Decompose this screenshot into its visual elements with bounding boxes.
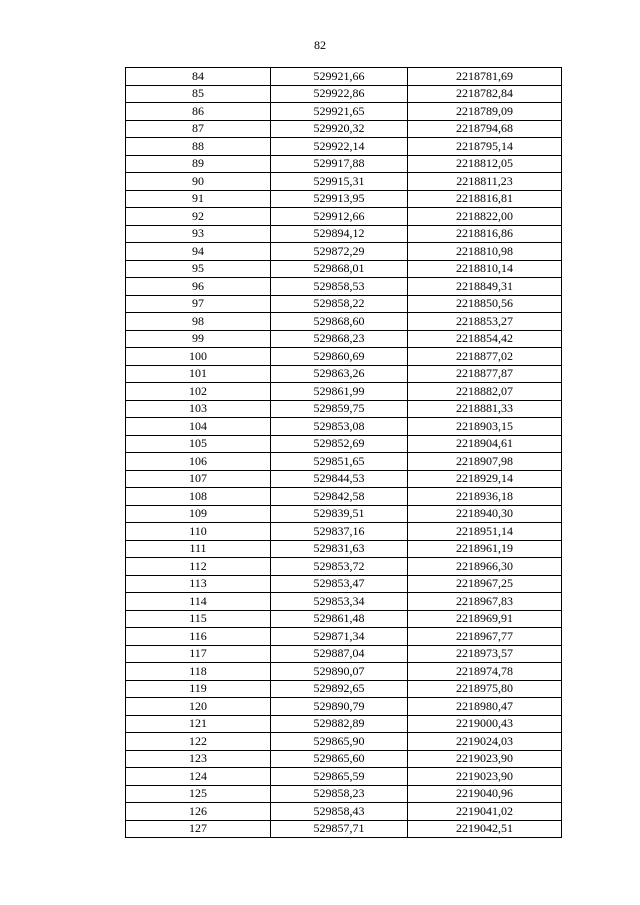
x-coordinate-cell: 529853,34	[271, 593, 408, 611]
x-coordinate-cell: 529917,88	[271, 155, 408, 173]
x-coordinate-cell: 529872,29	[271, 243, 408, 261]
x-coordinate-cell: 529858,23	[271, 785, 408, 803]
x-coordinate-cell: 529892,65	[271, 680, 408, 698]
y-coordinate-cell: 2218967,83	[408, 593, 562, 611]
table-row	[126, 750, 562, 768]
point-number-cell: 92	[126, 208, 271, 226]
y-coordinate-cell: 2218961,19	[408, 540, 562, 558]
point-number-cell: 110	[126, 523, 271, 541]
x-coordinate-cell: 529912,66	[271, 208, 408, 226]
x-coordinate-cell: 529921,65	[271, 103, 408, 121]
point-number-cell: 90	[126, 173, 271, 191]
y-coordinate-cell: 2218966,30	[408, 558, 562, 576]
y-coordinate-cell: 2219024,03	[408, 733, 562, 751]
x-coordinate-cell: 529837,16	[271, 523, 408, 541]
table-row	[126, 85, 562, 103]
table-row	[126, 680, 562, 698]
point-number-cell: 107	[126, 470, 271, 488]
y-coordinate-cell: 2218882,07	[408, 383, 562, 401]
point-number-cell: 86	[126, 103, 271, 121]
y-coordinate-cell: 2218903,15	[408, 418, 562, 436]
y-coordinate-cell: 2218967,25	[408, 575, 562, 593]
x-coordinate-cell: 529871,34	[271, 628, 408, 646]
point-number-cell: 98	[126, 313, 271, 331]
point-number-cell: 121	[126, 715, 271, 733]
table-row	[126, 628, 562, 646]
point-number-cell: 85	[126, 85, 271, 103]
table-row	[126, 383, 562, 401]
x-coordinate-cell: 529865,90	[271, 733, 408, 751]
x-coordinate-cell: 529853,47	[271, 575, 408, 593]
y-coordinate-cell: 2218967,77	[408, 628, 562, 646]
x-coordinate-cell: 529913,95	[271, 190, 408, 208]
y-coordinate-cell: 2218936,18	[408, 488, 562, 506]
table-row	[126, 488, 562, 506]
point-number-cell: 96	[126, 278, 271, 296]
table-row	[126, 593, 562, 611]
point-number-cell: 118	[126, 663, 271, 681]
x-coordinate-cell: 529890,79	[271, 698, 408, 716]
point-number-cell: 101	[126, 365, 271, 383]
point-number-cell: 114	[126, 593, 271, 611]
x-coordinate-cell: 529868,23	[271, 330, 408, 348]
y-coordinate-cell: 2219000,43	[408, 715, 562, 733]
table-row	[126, 505, 562, 523]
point-number-cell: 117	[126, 645, 271, 663]
coordinates-table-body	[126, 68, 562, 838]
point-number-cell: 102	[126, 383, 271, 401]
table-row	[126, 733, 562, 751]
point-number-cell: 97	[126, 295, 271, 313]
point-number-cell: 105	[126, 435, 271, 453]
y-coordinate-cell: 2218974,78	[408, 663, 562, 681]
table-row	[126, 785, 562, 803]
x-coordinate-cell: 529853,08	[271, 418, 408, 436]
table-row	[126, 313, 562, 331]
table-row	[126, 348, 562, 366]
x-coordinate-cell: 529865,60	[271, 750, 408, 768]
x-coordinate-cell: 529831,63	[271, 540, 408, 558]
x-coordinate-cell: 529853,72	[271, 558, 408, 576]
table-row	[126, 330, 562, 348]
point-number-cell: 95	[126, 260, 271, 278]
x-coordinate-cell: 529890,07	[271, 663, 408, 681]
x-coordinate-cell: 529865,59	[271, 768, 408, 786]
coordinates-table	[125, 67, 562, 838]
y-coordinate-cell: 2218811,23	[408, 173, 562, 191]
point-number-cell: 99	[126, 330, 271, 348]
x-coordinate-cell: 529868,60	[271, 313, 408, 331]
table-row	[126, 435, 562, 453]
y-coordinate-cell: 2218951,14	[408, 523, 562, 541]
point-number-cell: 88	[126, 138, 271, 156]
y-coordinate-cell: 2218782,84	[408, 85, 562, 103]
point-number-cell: 89	[126, 155, 271, 173]
y-coordinate-cell: 2218929,14	[408, 470, 562, 488]
x-coordinate-cell: 529861,48	[271, 610, 408, 628]
point-number-cell: 84	[126, 68, 271, 86]
point-number-cell: 126	[126, 803, 271, 821]
y-coordinate-cell: 2219023,90	[408, 750, 562, 768]
x-coordinate-cell: 529882,89	[271, 715, 408, 733]
table-row	[126, 365, 562, 383]
y-coordinate-cell: 2218853,27	[408, 313, 562, 331]
table-row	[126, 610, 562, 628]
y-coordinate-cell: 2218816,81	[408, 190, 562, 208]
table-row	[126, 103, 562, 121]
table-row	[126, 558, 562, 576]
y-coordinate-cell: 2218816,86	[408, 225, 562, 243]
table-row	[126, 470, 562, 488]
point-number-cell: 109	[126, 505, 271, 523]
table-row	[126, 295, 562, 313]
table-row	[126, 155, 562, 173]
x-coordinate-cell: 529859,75	[271, 400, 408, 418]
y-coordinate-cell: 2218794,68	[408, 120, 562, 138]
x-coordinate-cell: 529852,69	[271, 435, 408, 453]
x-coordinate-cell: 529868,01	[271, 260, 408, 278]
point-number-cell: 111	[126, 540, 271, 558]
x-coordinate-cell: 529922,14	[271, 138, 408, 156]
point-number-cell: 125	[126, 785, 271, 803]
x-coordinate-cell: 529857,71	[271, 820, 408, 838]
x-coordinate-cell: 529863,26	[271, 365, 408, 383]
y-coordinate-cell: 2218795,14	[408, 138, 562, 156]
point-number-cell: 123	[126, 750, 271, 768]
table-row	[126, 820, 562, 838]
y-coordinate-cell: 2218877,87	[408, 365, 562, 383]
point-number-cell: 104	[126, 418, 271, 436]
table-row	[126, 698, 562, 716]
point-number-cell: 94	[126, 243, 271, 261]
x-coordinate-cell: 529839,51	[271, 505, 408, 523]
x-coordinate-cell: 529915,31	[271, 173, 408, 191]
y-coordinate-cell: 2218881,33	[408, 400, 562, 418]
y-coordinate-cell: 2219023,90	[408, 768, 562, 786]
table-row	[126, 260, 562, 278]
x-coordinate-cell: 529921,66	[271, 68, 408, 86]
y-coordinate-cell: 2218877,02	[408, 348, 562, 366]
y-coordinate-cell: 2218810,14	[408, 260, 562, 278]
x-coordinate-cell: 529922,86	[271, 85, 408, 103]
x-coordinate-cell: 529861,99	[271, 383, 408, 401]
table-row	[126, 768, 562, 786]
table-row	[126, 453, 562, 471]
y-coordinate-cell: 2218789,09	[408, 103, 562, 121]
point-number-cell: 119	[126, 680, 271, 698]
x-coordinate-cell: 529844,53	[271, 470, 408, 488]
y-coordinate-cell: 2218850,56	[408, 295, 562, 313]
table-row	[126, 540, 562, 558]
table-row	[126, 138, 562, 156]
point-number-cell: 103	[126, 400, 271, 418]
point-number-cell: 124	[126, 768, 271, 786]
table-row	[126, 278, 562, 296]
x-coordinate-cell: 529858,22	[271, 295, 408, 313]
y-coordinate-cell: 2218849,31	[408, 278, 562, 296]
y-coordinate-cell: 2218810,98	[408, 243, 562, 261]
table-row	[126, 68, 562, 86]
page-number: 82	[314, 38, 326, 52]
table-row	[126, 575, 562, 593]
table-row	[126, 663, 562, 681]
y-coordinate-cell: 2218854,42	[408, 330, 562, 348]
y-coordinate-cell: 2218781,69	[408, 68, 562, 86]
y-coordinate-cell: 2218969,91	[408, 610, 562, 628]
table-row	[126, 715, 562, 733]
table-row	[126, 173, 562, 191]
point-number-cell: 120	[126, 698, 271, 716]
x-coordinate-cell: 529858,53	[271, 278, 408, 296]
table-row	[126, 190, 562, 208]
point-number-cell: 100	[126, 348, 271, 366]
x-coordinate-cell: 529851,65	[271, 453, 408, 471]
y-coordinate-cell: 2218975,80	[408, 680, 562, 698]
y-coordinate-cell: 2218907,98	[408, 453, 562, 471]
table-row	[126, 523, 562, 541]
point-number-cell: 108	[126, 488, 271, 506]
y-coordinate-cell: 2218980,47	[408, 698, 562, 716]
y-coordinate-cell: 2218822,00	[408, 208, 562, 226]
point-number-cell: 116	[126, 628, 271, 646]
x-coordinate-cell: 529920,32	[271, 120, 408, 138]
table-row	[126, 418, 562, 436]
point-number-cell: 115	[126, 610, 271, 628]
x-coordinate-cell: 529858,43	[271, 803, 408, 821]
point-number-cell: 106	[126, 453, 271, 471]
table-row	[126, 803, 562, 821]
x-coordinate-cell: 529842,58	[271, 488, 408, 506]
y-coordinate-cell: 2218940,30	[408, 505, 562, 523]
point-number-cell: 93	[126, 225, 271, 243]
point-number-cell: 112	[126, 558, 271, 576]
table-row	[126, 225, 562, 243]
table-row	[126, 400, 562, 418]
y-coordinate-cell: 2219041,02	[408, 803, 562, 821]
point-number-cell: 127	[126, 820, 271, 838]
table-row	[126, 243, 562, 261]
point-number-cell: 87	[126, 120, 271, 138]
x-coordinate-cell: 529894,12	[271, 225, 408, 243]
y-coordinate-cell: 2219042,51	[408, 820, 562, 838]
x-coordinate-cell: 529860,69	[271, 348, 408, 366]
y-coordinate-cell: 2218812,05	[408, 155, 562, 173]
y-coordinate-cell: 2218904,61	[408, 435, 562, 453]
table-row	[126, 208, 562, 226]
y-coordinate-cell: 2219040,96	[408, 785, 562, 803]
table-row	[126, 120, 562, 138]
x-coordinate-cell: 529887,04	[271, 645, 408, 663]
table-row	[126, 645, 562, 663]
y-coordinate-cell: 2218973,57	[408, 645, 562, 663]
point-number-cell: 91	[126, 190, 271, 208]
point-number-cell: 113	[126, 575, 271, 593]
point-number-cell: 122	[126, 733, 271, 751]
